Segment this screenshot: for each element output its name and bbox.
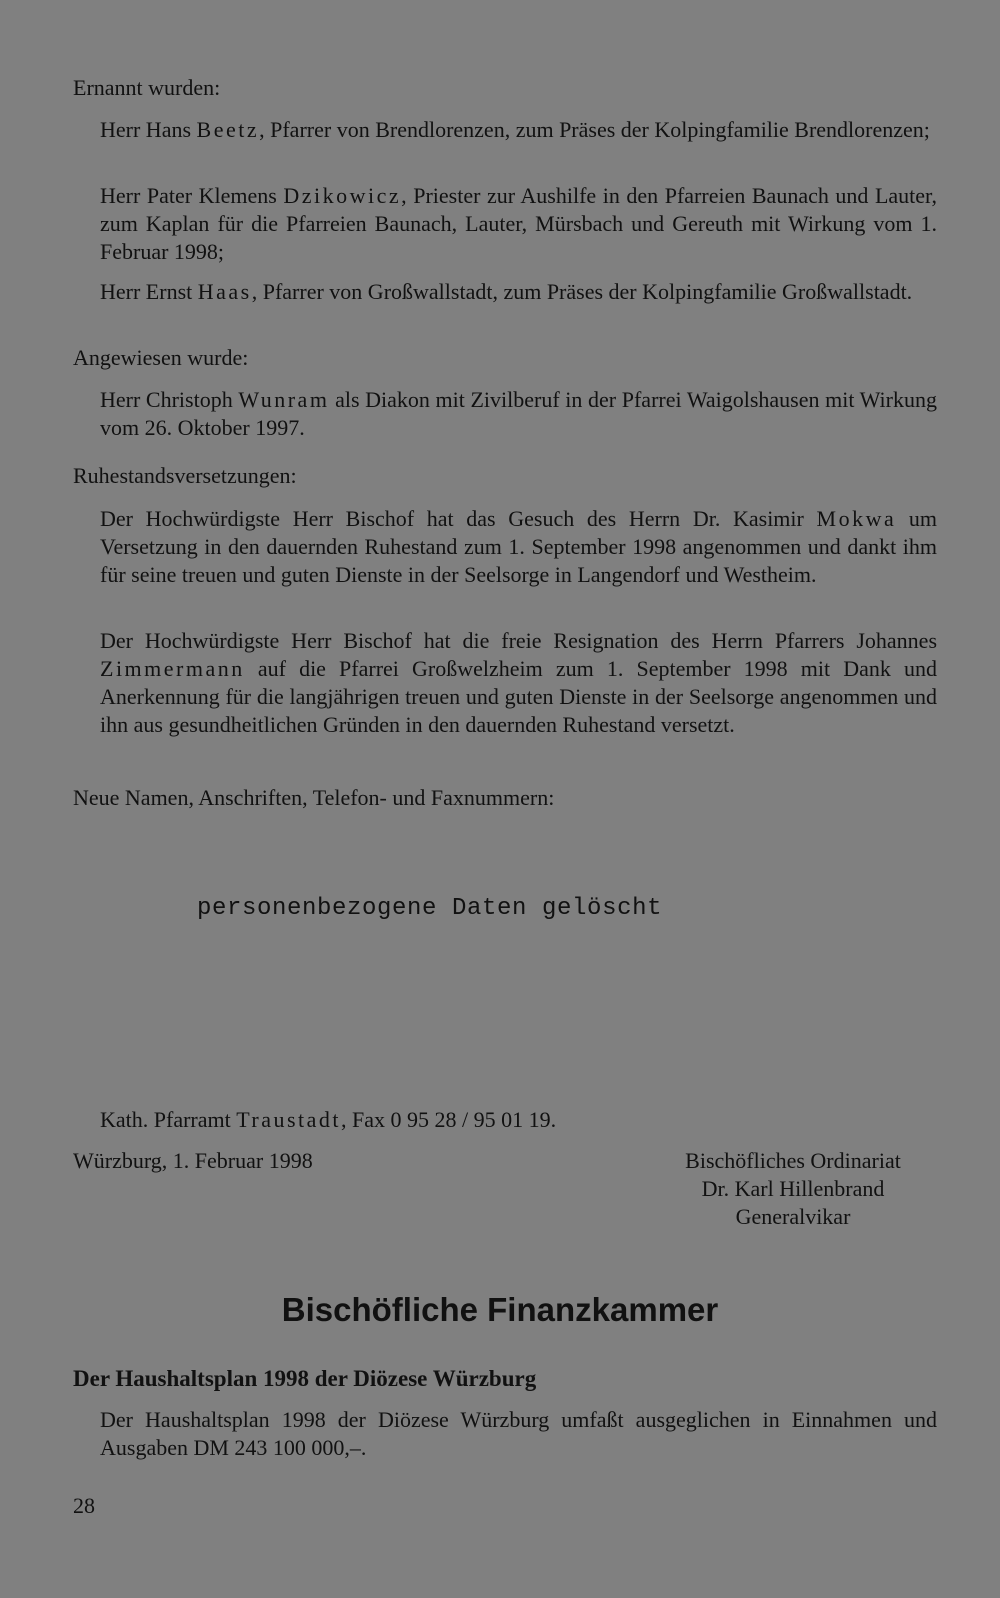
paragraph-zimmermann: Der Hochwürdigste Herr Bischof hat die freie Resignation des Herrn Pfarrers Johannes Zimmermann auf die Pfarrei Großwelzheim zum 1. September 1998 mit Dank und Anerkennung für die langjährigen treuen und guten Dienste in der Seelsorge angenommen und ihn aus gesundheitlichen Gründen in den dauernden Ruhestand versetzt. bbox=[100, 628, 937, 737]
section-subtitle: Der Haushaltsplan 1998 der Diözese Würzburg bbox=[73, 1366, 537, 1391]
fax-line: Kath. Pfarramt Traustadt, Fax 0 95 28 / 95 01 19. bbox=[100, 1107, 557, 1132]
heading-neue-namen: Neue Namen, Anschriften, Telefon- und Faxnummern: bbox=[73, 785, 555, 810]
redacted-notice: personenbezogene Daten gelöscht bbox=[197, 895, 663, 922]
person-name: Mokwa bbox=[816, 506, 897, 531]
paragraph-beetz: Herr Hans Beetz, Pfarrer von Brendlorenzen, zum Präses der Kolpingfamilie Brendlorenzen; bbox=[100, 117, 930, 142]
paragraph-haushaltsplan: Der Haushaltsplan 1998 der Diözese Würzburg umfaßt ausgeglichen in Einnahmen und Ausgaben DM 243 100 000,–. bbox=[100, 1407, 937, 1460]
person-name: Haas bbox=[197, 279, 252, 304]
signature-line-3: Generalvikar bbox=[735, 1204, 851, 1229]
signature-line-2: Dr. Karl Hillenbrand bbox=[701, 1176, 885, 1201]
signature-line-1: Bischöfliches Ordinariat bbox=[685, 1148, 901, 1173]
heading-ernannt: Ernannt wurden: bbox=[73, 75, 221, 100]
paragraph-haas: Herr Ernst Haas, Pfarrer von Großwallstadt, zum Präses der Kolpingfamilie Großwallstadt. bbox=[100, 279, 913, 304]
place-name: Traustadt bbox=[236, 1107, 342, 1132]
signature-block bbox=[628, 1147, 958, 1231]
date-line: Würzburg, 1. Februar 1998 bbox=[73, 1148, 313, 1173]
section-title: Bischöfliche Finanzkammer bbox=[281, 1291, 719, 1328]
paragraph-wunram: Herr Christoph Wunram als Diakon mit Zivilberuf in der Pfarrei Waigolshausen mit Wirkung vom 26. Oktober 1997. bbox=[100, 387, 937, 440]
person-name: Zimmermann bbox=[100, 656, 245, 681]
page-number: 28 bbox=[73, 1493, 95, 1518]
person-name: Dzikowicz bbox=[283, 183, 402, 208]
heading-angewiesen: Angewiesen wurde: bbox=[73, 345, 249, 370]
paragraph-mokwa: Der Hochwürdigste Herr Bischof hat das Gesuch des Herrn Dr. Kasimir Mokwa um Versetzung in den dauernden Ruhestand zum 1. September 1998 angenommen und dankt ihm für seine treuen und guten Dienste in der Seelsorge in Langendorf und Westheim. bbox=[100, 506, 937, 587]
person-name: Wunram bbox=[238, 387, 330, 412]
heading-ruhestand: Ruhestandsversetzungen: bbox=[73, 463, 297, 488]
person-name: Beetz bbox=[196, 117, 260, 142]
paragraph-dzikowicz: Herr Pater Klemens Dzikowicz, Priester zur Aushilfe in den Pfarreien Baunach und Lauter, zum Kaplan für die Pfarreien Baunach, Lauter, Mürsbach und Gereuth mit Wirkung vom 1. Februar 1998; bbox=[100, 183, 937, 264]
